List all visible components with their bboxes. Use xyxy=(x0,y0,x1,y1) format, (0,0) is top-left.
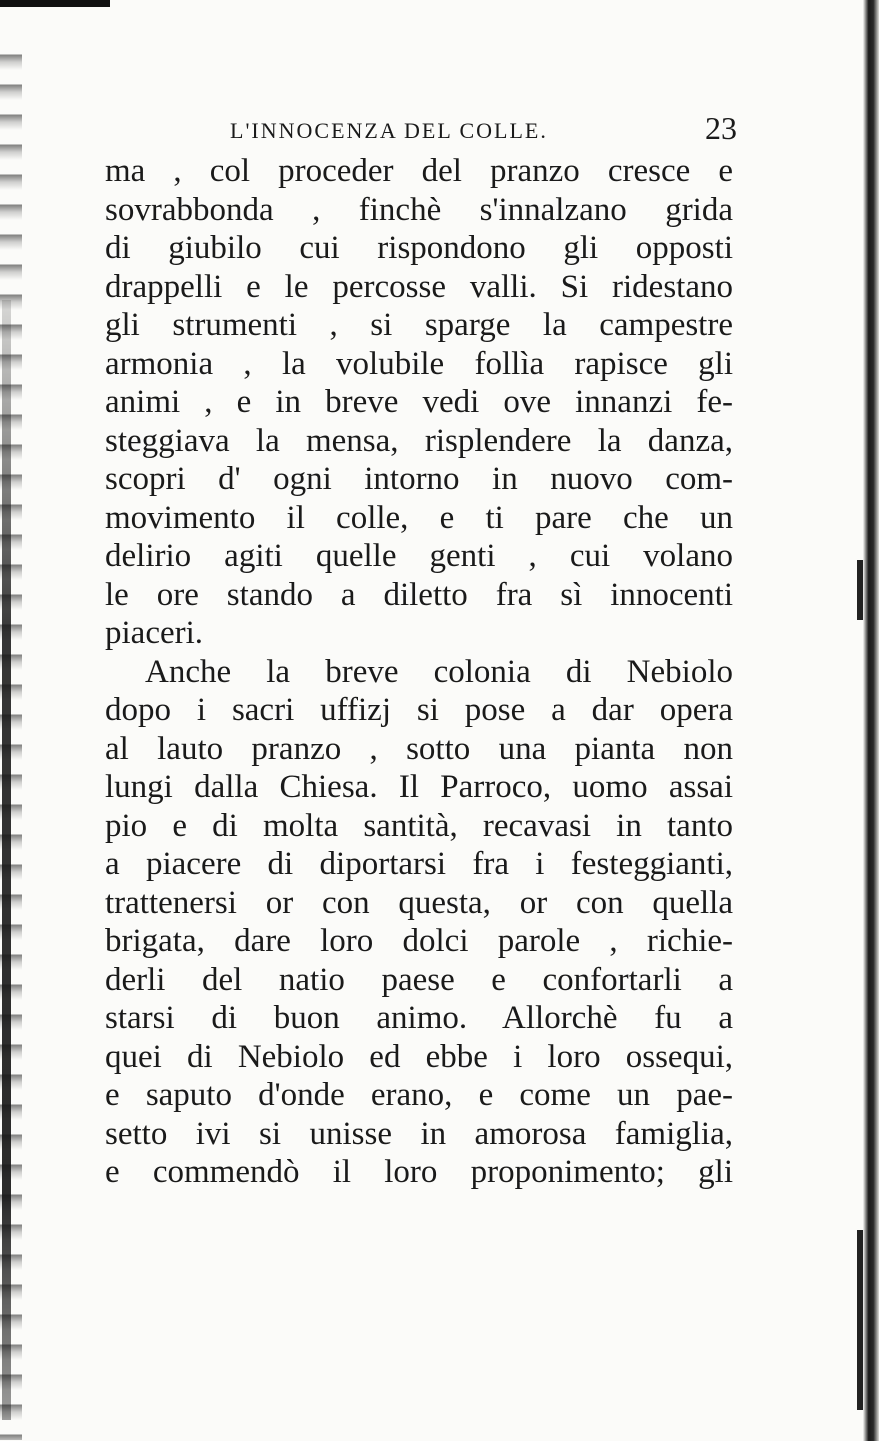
text-line: delirio agiti quelle genti , cui volano xyxy=(105,538,733,574)
body-text xyxy=(105,152,733,1192)
text-line: dopo i sacri uffizj si pose a dar opera xyxy=(105,692,733,728)
text-line: e saputo d'onde erano, e come un pae- xyxy=(105,1077,733,1113)
scan-edge-left-shadow xyxy=(2,300,11,1420)
text-line: animi , e in breve vedi ove innanzi fe- xyxy=(105,384,733,420)
text-line: pio e di molta santità, recavasi in tanto xyxy=(105,807,733,844)
text-line: steggiava la mensa, risplendere la danza, xyxy=(105,422,733,459)
text-line: gli strumenti , si sparge la campestre xyxy=(105,307,733,343)
running-head xyxy=(105,112,737,152)
text-line: di giubilo cui rispondono gli opposti xyxy=(105,230,733,266)
running-title: L'INNOCENZA DEL COLLE. xyxy=(230,118,548,143)
text-line: le ore stando a diletto fra sì innocenti xyxy=(105,576,733,613)
text-line: quei di Nebiolo ed ebbe i loro ossequi, xyxy=(105,1038,733,1075)
text-line: lungi dalla Chiesa. Il Parroco, uomo assai xyxy=(105,769,733,805)
text-line: starsi di buon animo. Allorchè fu a xyxy=(105,1000,733,1036)
text-line-paragraph-start: Anche la breve colonia di Nebiolo xyxy=(145,653,733,690)
text-line-paragraph-end: piaceri. xyxy=(105,615,204,651)
text-line: trattenersi or con questa, or con quella xyxy=(105,884,733,921)
text-line: a piacere di diportarsi fra i festeggianti, xyxy=(105,846,733,882)
text-line: armonia , la volubile follìa rapisce gli xyxy=(105,345,733,382)
text-line: setto ivi si unisse in amorosa famiglia, xyxy=(105,1115,733,1152)
page-number: 23 xyxy=(705,110,737,146)
text-line: scopri d' ogni intorno in nuovo com- xyxy=(105,461,733,497)
scan-edge-right-mark xyxy=(857,1230,863,1410)
text-line: e commendò il loro proponimento; gli xyxy=(105,1154,733,1190)
scan-edge-top xyxy=(0,0,110,7)
text-line: ma , col proceder del pranzo cresce e xyxy=(105,153,733,189)
text-line: brigata, dare loro dolci parole , richie- xyxy=(105,923,733,959)
text-line: sovrabbonda , finchè s'innalzano grida xyxy=(105,191,733,228)
scan-edge-right-mark xyxy=(857,560,863,620)
text-line: drappelli e le percosse valli. Si ridestano xyxy=(105,268,733,305)
scan-edge-right xyxy=(863,0,879,1441)
text-line: derli del natio paese e confortarli a xyxy=(105,961,733,998)
text-line: movimento il colle, e ti pare che un xyxy=(105,499,733,536)
text-line: al lauto pranzo , sotto una pianta non xyxy=(105,730,733,767)
